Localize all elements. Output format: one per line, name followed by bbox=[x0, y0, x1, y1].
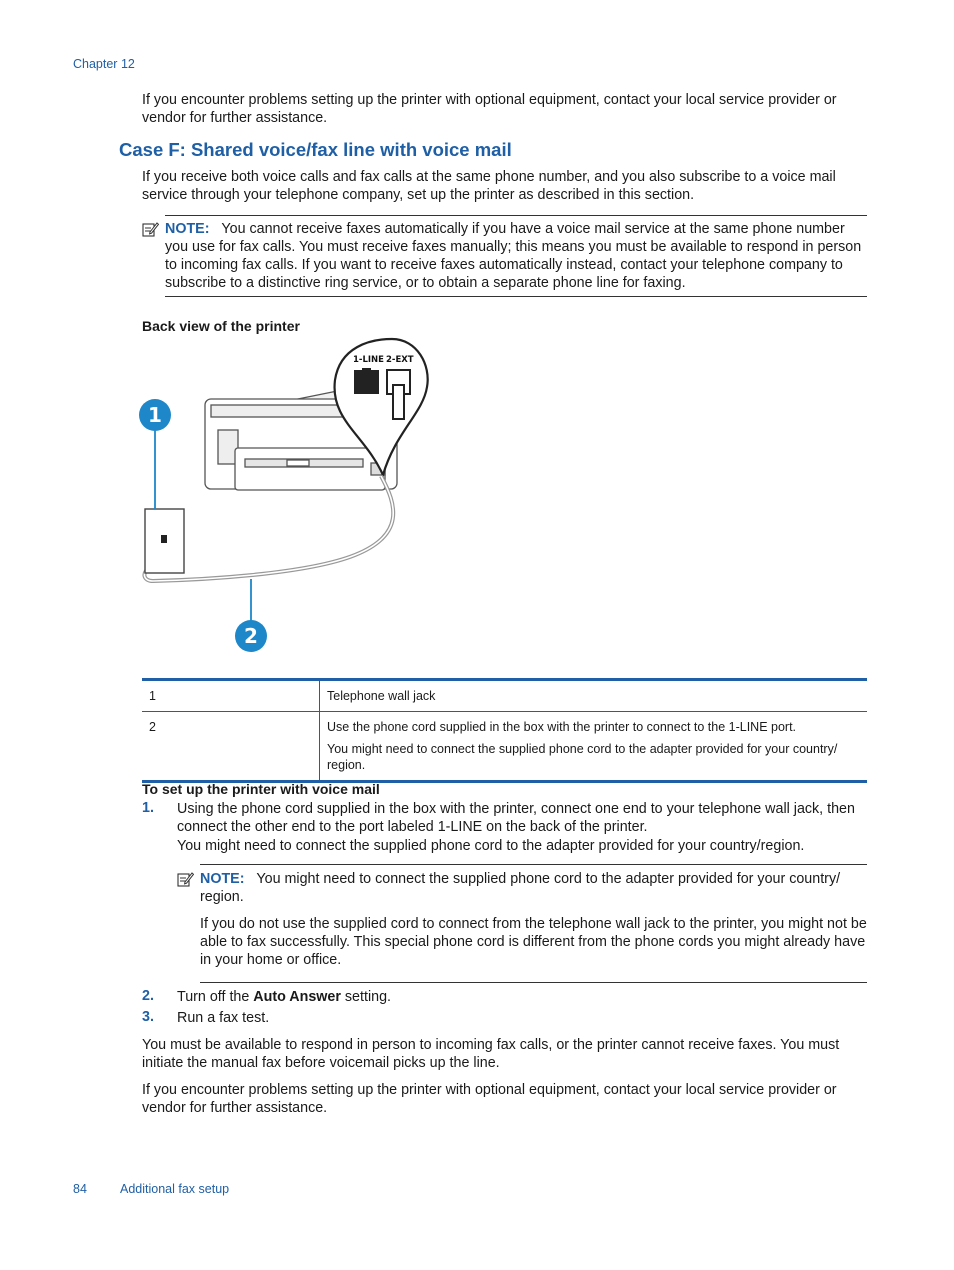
section-description: If you receive both voice calls and fax calls at the same phone number, and you also subscribe to a voice mail service through your telephone company, set up the printer as described in this section. bbox=[142, 169, 836, 203]
printer-back-view-figure bbox=[135, 335, 445, 660]
note-text: You might need to connect the supplied phone cord to the adapter provided for your country/ region. bbox=[200, 871, 841, 905]
note-box bbox=[165, 215, 867, 297]
callout-2-badge bbox=[235, 620, 267, 652]
note-box bbox=[200, 864, 867, 983]
note-body bbox=[200, 865, 867, 906]
step-number: 2. bbox=[142, 988, 154, 1004]
note-icon bbox=[177, 871, 194, 887]
step-text: Run a fax test. bbox=[177, 1010, 270, 1026]
auto-answer-setting: Auto Answer bbox=[253, 989, 341, 1005]
steps-title: To set up the printer with voice mail bbox=[142, 781, 380, 797]
callout-1-badge bbox=[139, 399, 171, 431]
line-port-icon bbox=[354, 370, 379, 394]
port-label-ext: 2-EXT bbox=[386, 355, 414, 365]
footer-title: Additional fax setup bbox=[120, 1182, 230, 1196]
step-text: Using the phone cord supplied in the box with the printer, connect one end to your telephone wall jack, then connect the other end to the port labeled 1-LINE on the back of the printer. bbox=[177, 801, 855, 835]
figure-caption: Back view of the printer bbox=[142, 318, 300, 334]
page-number: 84 bbox=[73, 1182, 87, 1196]
step-number: 3. bbox=[142, 1009, 154, 1025]
note-text: You cannot receive faxes automatically if you have a voice mail service at the same phone number you use for fax calls. You must receive faxes manually; this means you must be available to respond in person to incoming fax calls. If you want to receive faxes automatically instead, contact your telephone company to subscribe to a distinctive ring service, or to obtain a separate phone line for faxing. bbox=[165, 221, 862, 291]
legend-text: Use the phone cord supplied in the box with the printer to connect to the 1-LINE port. bbox=[327, 720, 797, 734]
chapter-header: Chapter 12 bbox=[73, 57, 135, 71]
figure-legend-table bbox=[142, 678, 867, 783]
legend-text: Telephone wall jack bbox=[327, 689, 436, 703]
legend-number: 1 bbox=[142, 680, 320, 712]
legend-number: 2 bbox=[142, 712, 320, 782]
intro-paragraph: If you encounter problems setting up the printer with optional equipment, contact your local service provider or vendor for further assistance. bbox=[142, 92, 837, 126]
table-row bbox=[142, 712, 867, 782]
legend-text: You might need to connect the supplied phone cord to the adapter provided for your country/ region. bbox=[327, 742, 838, 772]
note-label: NOTE: bbox=[200, 871, 245, 887]
note-extra-text: If you do not use the supplied cord to connect from the telephone wall jack to the printer, you might not be able to fax successfully. This special phone cord is different from the phone cords you might already have in your home or office. bbox=[200, 916, 867, 968]
legend-description bbox=[320, 712, 868, 782]
svg-text:1: 1 bbox=[148, 403, 162, 427]
step-text: Turn off the Auto Answer setting. bbox=[177, 989, 392, 1005]
closing-paragraph-1: You must be available to respond in person to incoming fax calls, or the printer cannot receive faxes. You must initiate the manual fax before voicemail picks up the line. bbox=[142, 1037, 840, 1071]
note-body bbox=[165, 216, 867, 292]
note-label: NOTE: bbox=[165, 221, 210, 237]
step-subtext: You might need to connect the supplied phone cord to the adapter provided for your country/region. bbox=[177, 838, 805, 854]
closing-paragraph-2: If you encounter problems setting up the printer with optional equipment, contact your local service provider or vendor for further assistance. bbox=[142, 1082, 837, 1116]
legend-description bbox=[320, 680, 868, 712]
section-title: Case F: Shared voice/fax line with voice mail bbox=[119, 139, 512, 160]
step-number: 1. bbox=[142, 800, 154, 816]
svg-text:2: 2 bbox=[244, 624, 258, 648]
port-label-line: 1-LINE bbox=[353, 355, 384, 365]
note-icon bbox=[142, 221, 159, 237]
table-row bbox=[142, 680, 867, 712]
